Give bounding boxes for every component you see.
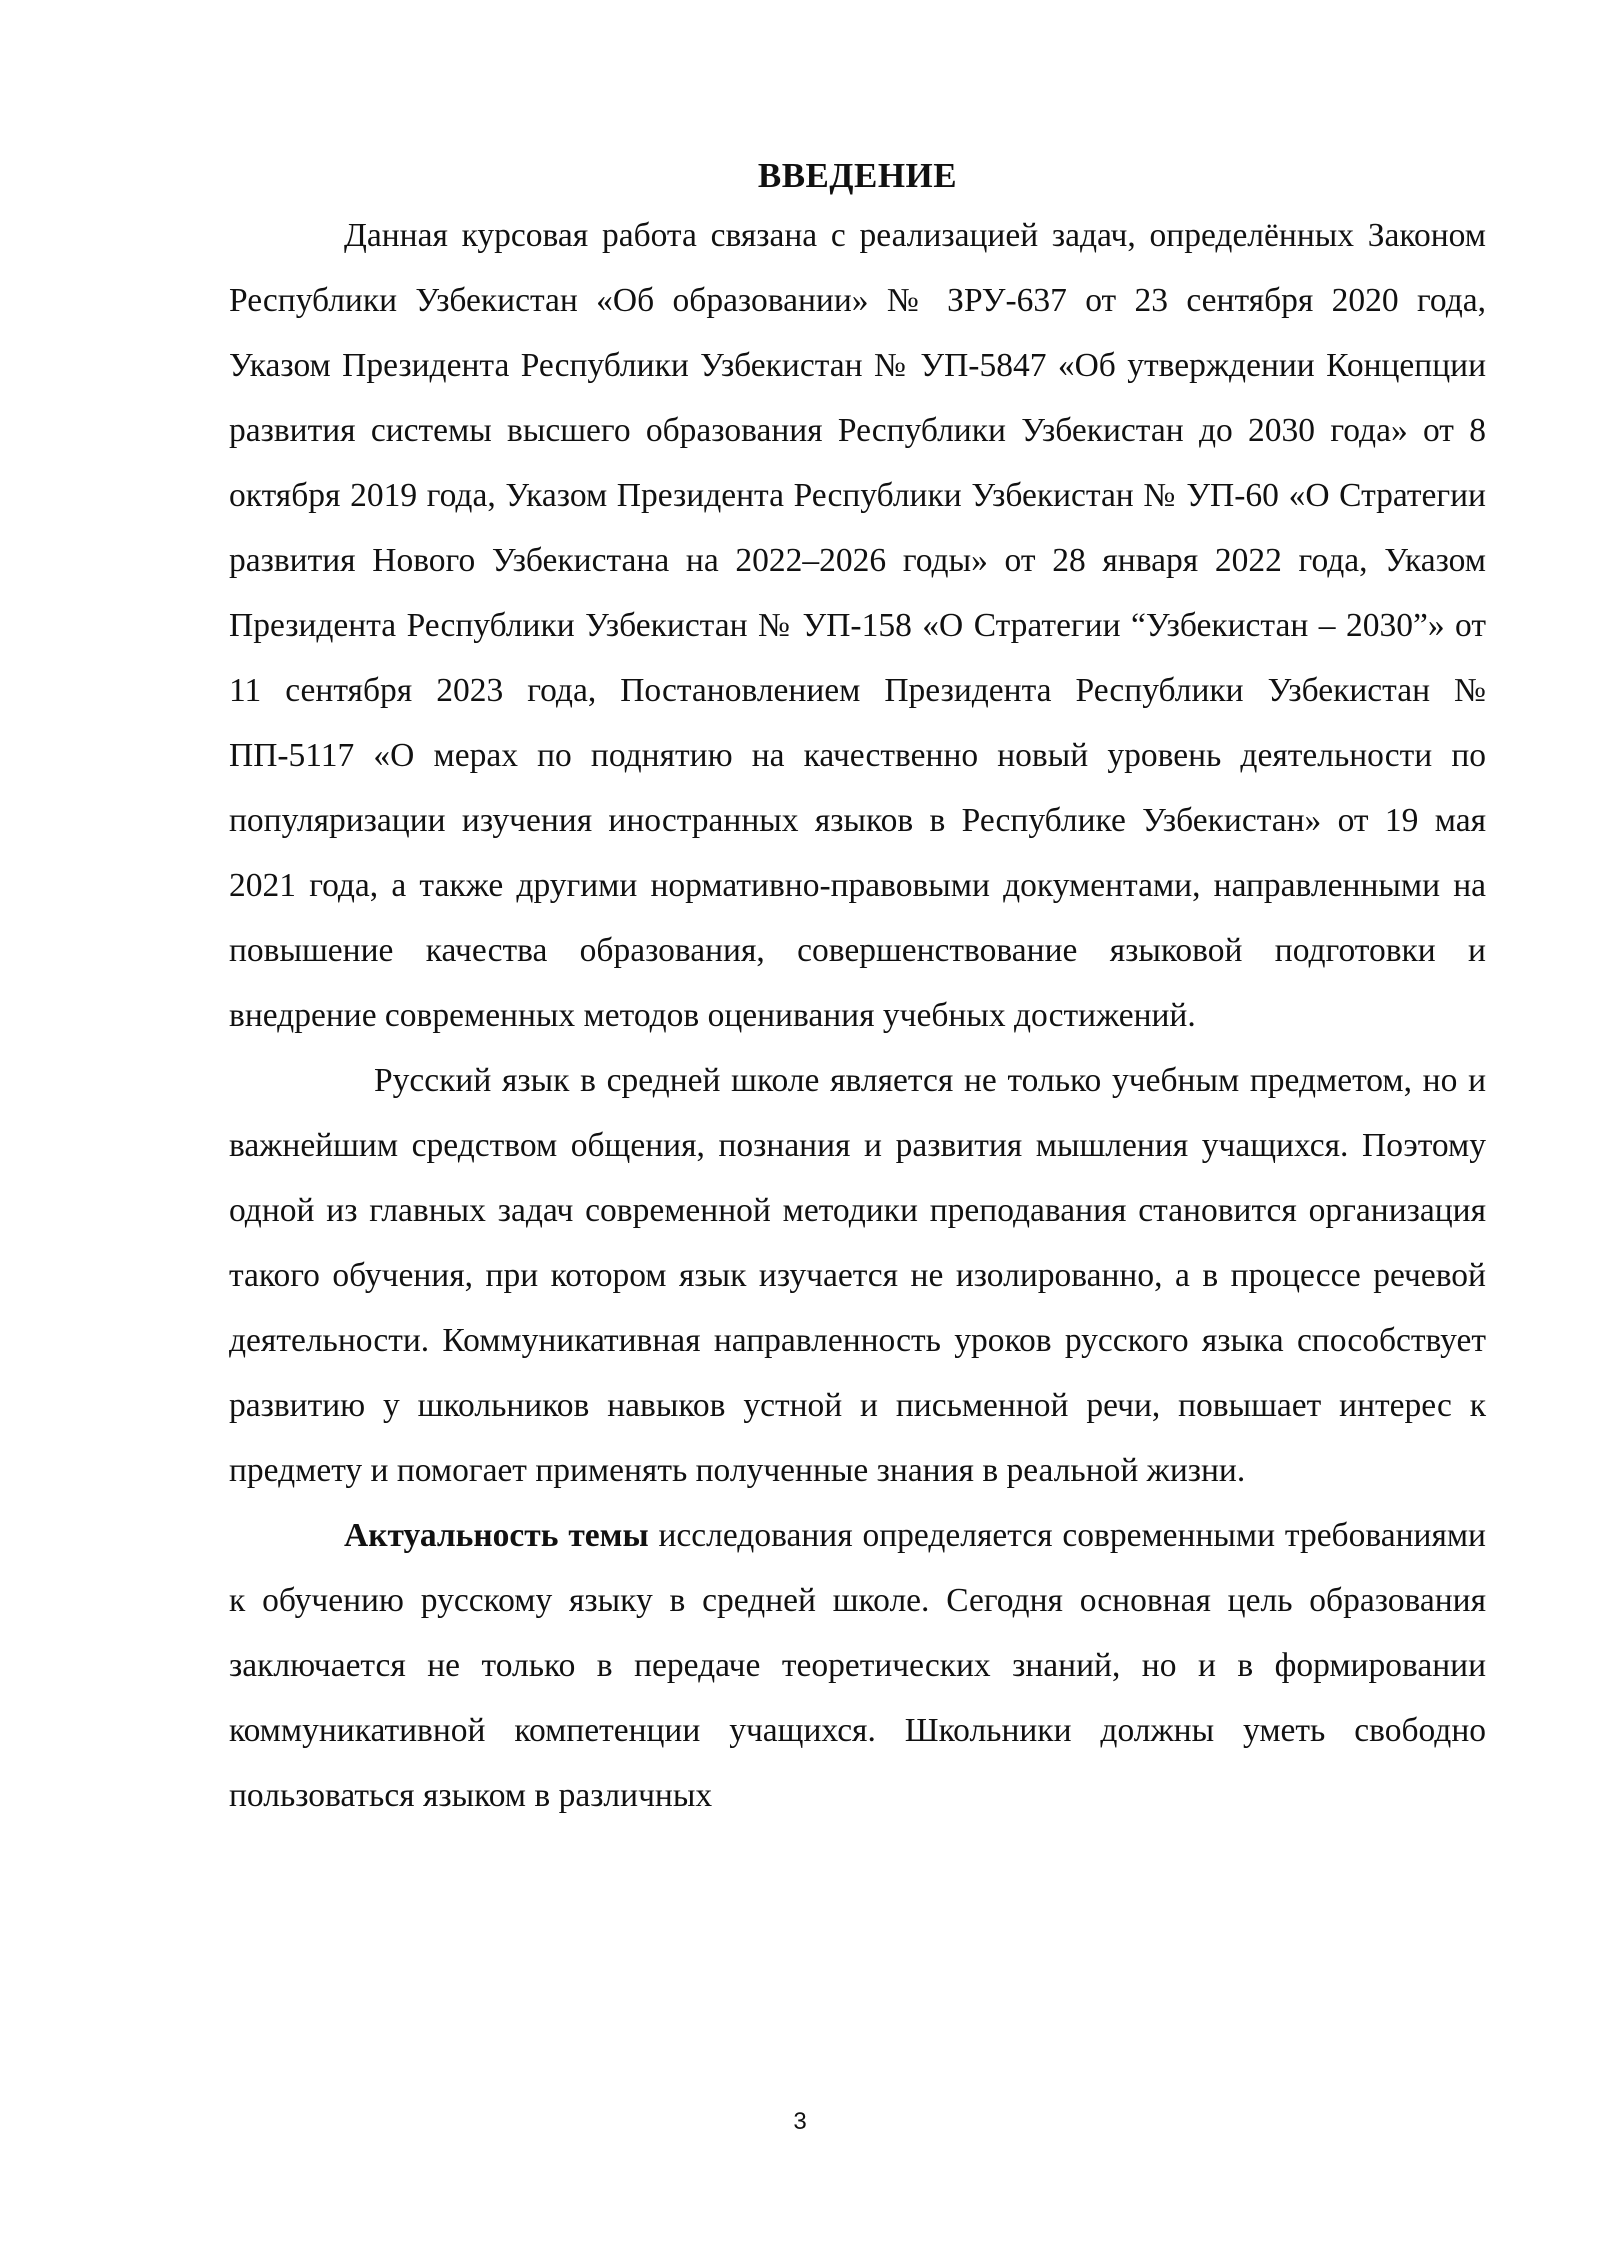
paragraph-legal-basis: Данная курсовая работа связана с реализацией задач, определённых Законом Республики Узбекистан «Об образовании» № ЗРУ-637 от 23 сентября 2020 года, Указом Президента Республики Узбекистан № УП-5847 «Об утверждении Концепции развития системы высшего образования Республики Узбекистан до 2030 года» от 8 октября 2019 года, Указом Президента Республики Узбекистан № УП-60 «О Стратегии развития Нового Узбекистана на 2022–2026 годы» от 28 января 2022 года, Указом Президента Республики Узбекистан № УП-158 «О Стратегии “Узбекистан – 2030”» от 11 сентября 2023 года, Постановлением Президента Республики Узбекистан № ПП-5117 «О мерах по поднятию на качественно новый уровень деятельности по популяризации изучения иностранных языков в Республике Узбекистан» от 19 мая 2021 года, а также другими нормативно-правовыми документами, направленными на повышение качества образования, совершенствование языковой подготовки и внедрение современных методов оценивания учебных достижений. [229,217,1486,1034]
topic-relevance-text: исследования определяется современными требованиями к обучению русскому языку в средней школе. Сегодня основная цель образования заключается не только в передаче теоретических знаний, но и в формировании коммуникативной компетенции учащихся. Школьники должны уметь свободно пользоваться языком в различных [229,1517,1486,1814]
section-heading: ВВЕДЕНИЕ [757,156,958,195]
paragraph-russian-language-role: Русский язык в средней школе является не только учебным предметом, но и важнейшим средством общения, познания и развития мышления учащихся. Поэтому одной из главных задач современной методики преподавания становится организация такого обучения, при котором язык изучается не изолированно, а в процессе речевой деятельности. Коммуникативная направленность уроков русского языка способствует развитию у школьников навыков устной и письменной речи, повышает интерес к предмету и помогает применять полученные знания в реальной жизни. [229,1062,1486,1489]
topic-relevance-lead: Актуальность темы [344,1517,649,1554]
paragraph-topic-relevance [229,1503,1486,1828]
page-content [229,148,1486,1828]
page-number: 3 [793,2108,807,2135]
